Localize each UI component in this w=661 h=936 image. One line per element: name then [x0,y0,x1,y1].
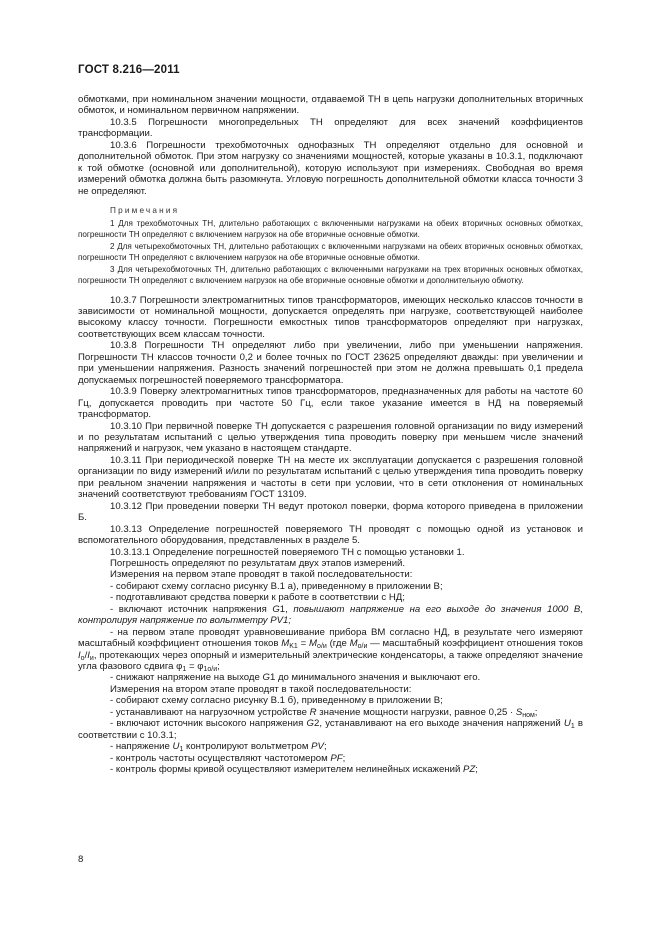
step-assemble-circuit-a: - собирают схему согласно рисунку В.1 а), приведенному в приложении В; [110,580,443,592]
clause-10-3-10: 10.3.10 При первичной поверке ТН допускается с разрешения головной организации по виду измерений и по результатам испытаний с целью утверждения типа проводить поверку при меньшем числе значений напряжений и нагрузок, чем указано в настоящем стандарте. [78,420,583,455]
step-waveform-control: - контроль формы кривой осуществляют измерителем нелинейных искажений PZ; [110,764,478,776]
document-body [78,94,583,776]
step-enable-source-g1: - включают источник напряжения G1, повышают напряжение на его выходе до значения 1000 В, контролируя напряжение по вольтметру PV1; [78,603,583,627]
clause-10-3-13: 10.3.13 Определение погрешностей поверяемого ТН проводят с помощью одной из установок и вспомогательного оборудования, представленных в разделе 5. [78,523,583,547]
clause-10-3-9: 10.3.9 Поверку электромагнитных типов трансформаторов, предназначенных для работы на частоте 60 Гц, допускается проводить при частоте 50 Гц, если такое указание имеется в НД на поверяемый трансформатор. [78,386,583,421]
step-reduce-voltage: - снижают напряжение на выходе G1 до минимального значения и выключают его. [110,672,481,684]
step-prepare-equipment: - подготавливают средства поверки к работе в соответствии с НД; [110,592,405,604]
document-header: ГОСТ 8.216—2011 [78,64,180,76]
step-voltage-control: - напряжение $U_1$ контролируют вольтметром PV; [110,741,327,754]
paragraph-two-stages: Погрешность определяют по результатам двух этапов измерений. [110,557,406,569]
page-number: 8 [78,854,84,865]
clause-10-3-6: 10.3.6 Погрешности трехобмоточных однофазных ТН определяют отдельно для основной и дополнительной обмоток. При этом нагрузку со значениями мощностей, которые указаны в 10.3.1, подключают к той обмотке (основной или дополнительной), которую используют при измерениях. Свободная во время измерений обмотка должна быть разомкнута. Угловую погрешность дополнительной обмотки класса точности 3 не определяют. [78,139,583,197]
step-frequency-control: - контроль частоты осуществляют частотомером PF; [110,752,346,764]
clause-10-3-5: 10.3.5 Погрешности многопредельных ТН определяют для всех значений коэффициентов трансформации. [78,116,583,140]
step-enable-source-g2: - включают источник высокого напряжения G2, устанавливают на его выходе значения напряжений $U_1$ в соответствии с 10.3.1; [78,718,583,741]
note-2: 2 Для четырехобмоточных ТН, длительно работающих с включенными нагрузками на обеих вторичных основных обмотках, погрешности ТН определяют с включением нагрузок на обе вторичные основные обмотки. [78,241,583,263]
paragraph-continuation: обмотками, при номинальном значении мощности, отдаваемой ТН в цепь нагрузки дополнительных вторичных обмоток, и номинальном первичном напряжении. [78,94,583,117]
paragraph-stage-one-intro: Измерения на первом этапе проводят в такой последовательности: [110,569,413,581]
notes-heading: Примечания [110,206,180,216]
clause-10-3-12: 10.3.12 При проведении поверки ТН ведут протокол поверки, форма которого приведена в приложении Б. [78,500,583,524]
clause-10-3-8: 10.3.8 Погрешности ТН определяют либо при увеличении, либо при уменьшении напряжения. Погрешности ТН классов точности 0,2 и более точных по ГОСТ 23625 определяют дважды: при увеличении и при уменьшении напряжения. Разность значений погрешностей при этом не должна превышать 0,1 предела допускаемых погрешностей поверяемого трансформатора. [78,340,583,386]
step-balance-bridge: - на первом этапе проводят уравновешивание прибора ВМ согласно НД, в результате чего измеряют масштабный коэффициент отношения токов $M_{K1} = M_{о/и}$ (где $M_{о/и}$ — масштабный коэффициент отношения токов $I_о/I_и$, протекающих через опорный и измерительный электрические конденсаторы, а также определяют значение угла фазового сдвига $\varphi_1 = \varphi_{1о/и}$; [78,626,584,674]
step-assemble-circuit-b: - собирают схему согласно рисунку В.1 б), приведенному в приложении В; [110,695,443,707]
note-1: 1 Для трехобмоточных ТН, длительно работающих с включенными нагрузками на обеих вторичных основных обмотках, погрешности ТН определяют с включением нагрузок на обе вторичные основные обмотки. [78,218,583,240]
paragraph-stage-two-intro: Измерения на втором этапе проводят в такой последовательности: [110,683,412,695]
step-set-load: - устанавливают на нагрузочном устройстве R значение мощности нагрузки, равное $0,25 \cdot S_{ном}$; [110,706,538,719]
clause-10-3-13-1: 10.3.13.1 Определение погрешностей поверяемого ТН с помощью установки 1. [110,546,465,558]
note-3: 3 Для четырехобмоточных ТН, длительно работающих с включенными нагрузками на трех вторичных основных обмотках, погрешности ТН определяют с включением нагрузок на обе вторичные основные обмотки и дополнительную обмотку. [78,264,583,286]
clause-10-3-11: 10.3.11 При периодической поверке ТН на месте их эксплуатации допускается с разрешения головной организации по виду измерений и/или по результатам испытаний с целью утверждения типа проводить поверку при реальном значении напряжения и частоты в сети при условии, что в сети отклонения от номинальных значений соответствуют требованиям ГОСТ 13109. [78,454,583,501]
clause-10-3-7: 10.3.7 Погрешности электромагнитных типов трансформаторов, имеющих несколько классов точности в зависимости от номинальной мощности, допускается определять при нагрузке, соответствующей наиболее высокому классу точности. Погрешности емкостных типов трансформаторов определяют при нагрузках, соответствующих всем классам точности. [78,294,583,340]
